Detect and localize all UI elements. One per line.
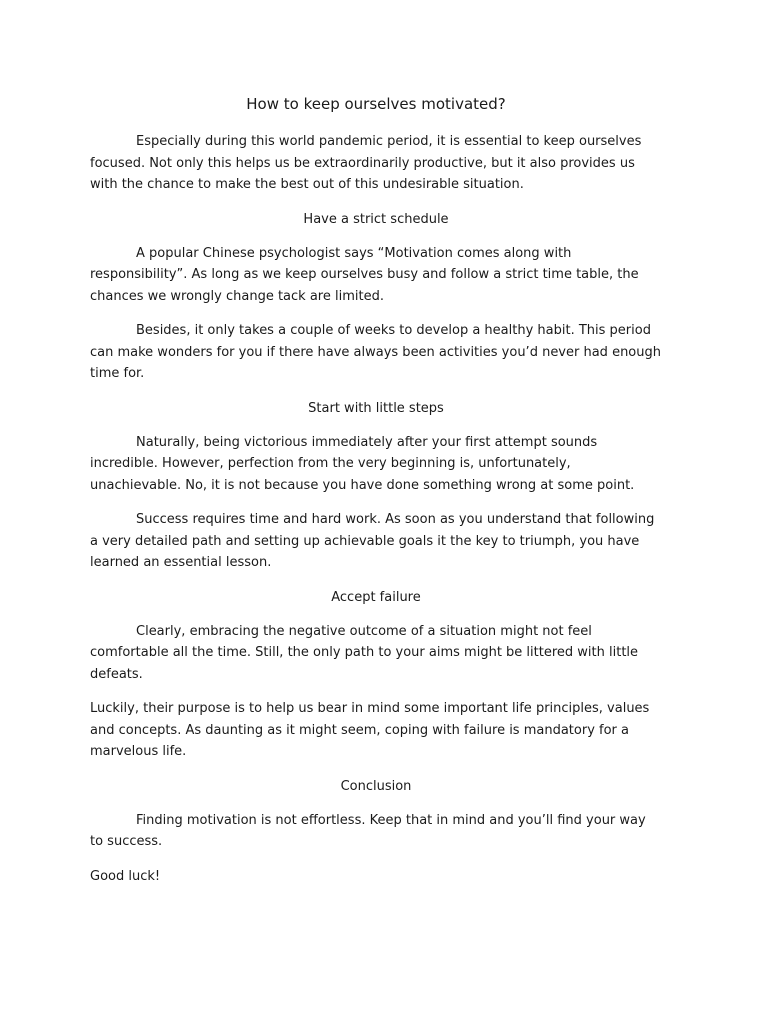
intro-paragraph: Especially during this world pandemic period, it is essential to keep ourselves focused. Not only this helps us be extraordinarily productive, but it also provides us with the chance to make the best out of this undesirable situation. <box>90 134 642 192</box>
failure-paragraph-2: Luckily, their purpose is to help us bear in mind some important life principles, values and concepts. As daunting as it might seem, coping with failure is mandatory for a marvelous life. <box>90 701 650 759</box>
little-steps-paragraph-1: Naturally, being victorious immediately after your first attempt sounds incredible. However, perfection from the very beginning is, unfortunately, unachievable. No, it is not because you have done something wrong at some point. <box>90 434 635 493</box>
little-steps-paragraph-2: Success requires time and hard work. As soon as you understand that following a very detailed path and setting up achievable goals it the key to triumph, you have learned an essential lesson. <box>90 512 655 570</box>
section-heading-little-steps: Start with little steps <box>308 400 444 416</box>
section-heading-failure: Accept failure <box>331 589 421 605</box>
conclusion-paragraph: Finding motivation is not effortless. Keep that in mind and you’ll find your way to success. <box>90 812 646 849</box>
schedule-paragraph-1: A popular Chinese psychologist says “Motivation comes along with responsibility”. As long as we keep ourselves busy and follow a strict time table, the chances we wrongly change tack are limited. <box>90 245 639 304</box>
document-title: How to keep ourselves motivated? <box>246 95 506 113</box>
failure-paragraph-1: Clearly, embracing the negative outcome of a situation might not feel comfortable all the time. Still, the only path to your aims might be littered with little defeats. <box>90 623 639 682</box>
closing-line: Good luck! <box>90 868 161 884</box>
section-heading-conclusion: Conclusion <box>340 778 412 794</box>
section-heading-schedule: Have a strict schedule <box>303 211 449 227</box>
schedule-paragraph-2: Besides, it only takes a couple of weeks to develop a healthy habit. This period can make wonders for you if there have always been activities you’d never had enough time for. <box>90 323 661 381</box>
